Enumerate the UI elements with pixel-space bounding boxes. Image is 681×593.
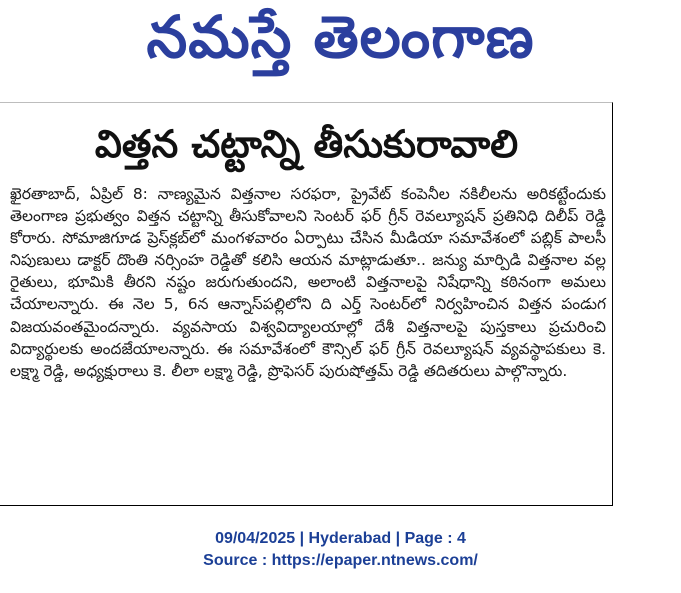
- headline-text: విత్తన చట్టాన్ని తీసుకురావాలి: [94, 122, 519, 166]
- newspaper-masthead: [0, 0, 681, 88]
- masthead-title: నమస్తే తెలంగాణ: [146, 2, 535, 71]
- footer-date-line: 09/04/2025 | Hyderabad | Page : 4: [215, 530, 466, 547]
- article-headline: [0, 120, 613, 178]
- article-paragraph: ఖైరతాబాద్, ఏప్రిల్ 8: నాణ్యమైన విత్తనాల సరఫరా, ప్రైవేట్ కంపెనీల నకిలీలను అరికట్టేందుకు తెలంగాణ ప్రభుత్వం విత్తన చట్టాన్ని తీసుకోవాలని సెంటర్ ఫర్ గ్రీన్ రెవల్యూషన్ ప్రతినిధి దిలీప్ రెడ్డి కోరారు. సోమాజిగూడ ప్రెస్‌క్లబ్‌లో మంగళవారం ఏర్పాటు చేసిన మీడియా సమావేశంలో పబ్లిక్ పాలసీ నిపుణులు డాక్టర్ దొంతి నర్సింహ రెడ్డితో కలిసి ఆయన మాట్లాడుతూ.. జన్యు మార్పిడి విత్తనాల వల్ల రైతులు, భూమికి తీరని నష్టం జరుగుతుందని, అలాంటి విత్తనాలపై నిషేధాన్ని కఠినంగా అమలు చేయాలన్నారు. ఈ నెల 5, 6న ఆన్నాస్‌పల్లిలోని ది ఎర్త్ సెంటర్‌లో నిర్వహించిన విత్తన పండుగ విజయవంతమైందన్నారు. వ్యవసాయ విశ్వవిద్యాలయాల్లో దేశీ విత్తనాలపై పుస్తకాలు ప్రచురించి విద్యార్థులకు అందజేయాలన్నారు. ఈ సమావేశంలో కౌన్సిల్ ఫర్ గ్రీన్ రెవల్యూషన్ వ్యవస్థాపకులు కె. లక్ష్మా రెడ్డి, అధ్యక్షురాలు కె. లీలా లక్ష్మా రెడ్డి, ప్రొఫెసర్ పురుషోత్తమ్ రెడ్డి తదితరులు పాల్గొన్నారు.: [10, 185, 606, 380]
- footer-source-line: Source : https://epaper.ntnews.com/: [203, 552, 478, 569]
- article-body: [10, 183, 606, 382]
- clip-footer: [0, 528, 681, 572]
